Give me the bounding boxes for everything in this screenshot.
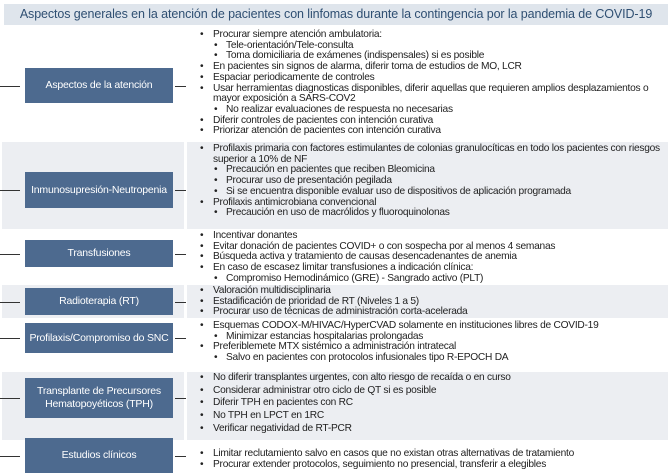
bullet-item: • Precaución en pacientes que reciben Bleomicina bbox=[200, 165, 662, 176]
bullet-item: • Minimizar estancias hospitalarias prolongadas bbox=[200, 332, 662, 343]
section-items bbox=[200, 373, 662, 437]
bullet-item: • Profilaxis antimicrobiana convencional bbox=[200, 198, 662, 209]
bullet-item: • En pacientes sin signos de alarma, diferir toma de estudios de MO, LCR bbox=[200, 62, 662, 73]
bullet-item: • Si se encuentra disponible evaluar uso de dispositivos de aplicación programada bbox=[200, 187, 662, 198]
bullet-item: • En caso de escasez limitar transfusiones a indicación clínica: bbox=[200, 263, 662, 274]
bullet-item: • Valoración multidisciplinaria bbox=[200, 286, 662, 297]
connector-line bbox=[175, 398, 186, 399]
connector-line bbox=[0, 398, 20, 399]
connector-line bbox=[0, 338, 20, 339]
connector-line bbox=[0, 86, 20, 87]
connector-line bbox=[175, 302, 186, 303]
connector-line bbox=[175, 338, 186, 339]
bullet-item: • Preferiblemete MTX sistémico a administración intratecal bbox=[200, 342, 662, 353]
bullet-item: • Verificar negatividad de RT-PCR bbox=[200, 424, 662, 435]
bullet-item: • No TPH en LPCT en 1RC bbox=[200, 411, 662, 422]
bullet-item: • Salvo en pacientes con protocolos infusionales tipo R-EPOCH DA bbox=[200, 353, 662, 364]
section-label: Profilaxis/Compromiso do SNC bbox=[25, 323, 173, 353]
connector-line bbox=[175, 190, 186, 191]
bullet-item: • Diferir TPH en pacientes con RC bbox=[200, 398, 662, 409]
connector-line bbox=[0, 302, 20, 303]
bullet-item: • Evitar donación de pacientes COVID+ o con sospecha por al menos 4 semanas bbox=[200, 242, 662, 253]
bullet-item: • Búsqueda activa y tratamiento de causas desencadenantes de anemia bbox=[200, 252, 662, 263]
connector-line bbox=[175, 86, 186, 87]
bullet-item: • Esquemas CODOX-M/HIVAC/HyperCVAD solamente en instituciones libres de COVID-19 bbox=[200, 321, 662, 332]
bullet-item: • No realizar evaluaciones de respuesta no necesarias bbox=[200, 105, 662, 116]
bullet-item: • Espaciar periodicamente de controles bbox=[200, 73, 662, 84]
bullet-item: • Procurar uso de técnicas de administración corta-acelerada bbox=[200, 307, 662, 318]
section-items bbox=[200, 321, 662, 364]
connector-line bbox=[175, 254, 186, 255]
page-title: Aspectos generales en la atención de pacientes con linfomas durante la contingencia por la pandemia de COVID-19 bbox=[4, 4, 668, 25]
section-label: Aspectos de la atención bbox=[25, 68, 173, 103]
section-items bbox=[200, 449, 662, 470]
bullet-item: • Usar herramientas diagnosticas disponibles, diferir aquellas que requieren amplios desplazamientos o mayor exposición a SARS-COV2 bbox=[200, 84, 662, 105]
section-label: Transfusiones bbox=[25, 240, 173, 267]
bullet-item: • Limitar reclutamiento salvo en casos que no existan otras alternativas de tratamiento bbox=[200, 449, 662, 460]
bullet-item: • Diferir controles de pacientes con intención curativa bbox=[200, 116, 662, 127]
connector-line bbox=[175, 456, 186, 457]
bullet-item: • Precaución en uso de macrólidos y fluoroquinolonas bbox=[200, 208, 662, 219]
connector-line bbox=[0, 456, 20, 457]
section-label: Estudios clínicos bbox=[25, 438, 173, 473]
bullet-item: • Profilaxis primaria con factores estimulantes de colonias granulocíticas en todo los pacientes con riesgos superior a 10% de NF bbox=[200, 144, 662, 165]
bullet-item: • Considerar administrar otro ciclo de QT si es posible bbox=[200, 386, 662, 397]
bullet-item: • No diferir transplantes urgentes, con alto riesgo de recaída o en curso bbox=[200, 373, 662, 384]
bullet-item: • Incentivar donantes bbox=[200, 231, 662, 242]
bullet-item: • Compromiso Hemodinámico (GRE) - Sangrado activo (PLT) bbox=[200, 274, 662, 285]
section-items bbox=[200, 30, 662, 137]
section-label: Radioterapia (RT) bbox=[25, 288, 173, 315]
bullet-item: • Procurar uso de presentación pegilada bbox=[200, 176, 662, 187]
section-label: Inmunosupresión-Neutropenia bbox=[25, 172, 173, 208]
connector-line bbox=[0, 190, 20, 191]
section-items bbox=[200, 231, 662, 285]
connector-line bbox=[0, 254, 20, 255]
section-items bbox=[200, 144, 662, 219]
bullet-item: • Procurar siempre atención ambulatoria: bbox=[200, 30, 662, 41]
bullet-item: • Procurar extender protocolos, seguimiento no presencial, transferir a elegibles bbox=[200, 460, 662, 471]
bullet-item: • Toma domiciliaria de exámenes (indispensales) si es posible bbox=[200, 51, 662, 62]
bullet-item: • Tele-orientación/Tele-consulta bbox=[200, 41, 662, 52]
section-label: Transplante de Precursores Hematopoyéticos (TPH) bbox=[25, 378, 173, 418]
section-items bbox=[200, 286, 662, 318]
bullet-item: • Estadificación de prioridad de RT (Niveles 1 a 5) bbox=[200, 297, 662, 308]
bullet-item: • Priorizar atención de pacientes con intención curativa bbox=[200, 126, 662, 137]
